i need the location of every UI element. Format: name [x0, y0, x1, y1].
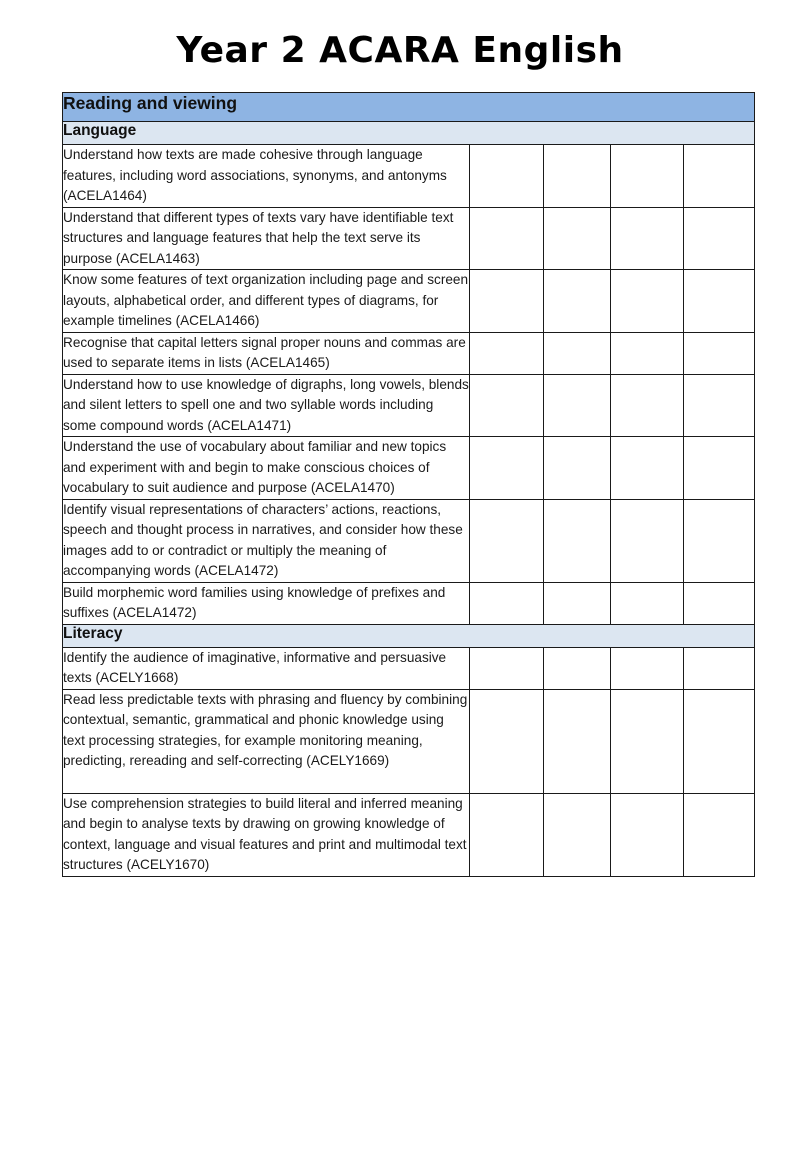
- checklist-table: [62, 92, 755, 877]
- outcome-row: [63, 145, 755, 208]
- assessment-cell-1[interactable]: [470, 437, 544, 500]
- assessment-cell-2[interactable]: [544, 374, 611, 437]
- outcome-description: Identify visual representations of characters’ actions, reactions, speech and thought process in narratives, and consider how these images add to or contradict or multiply the meaning of accompanying words (ACELA1472): [63, 499, 470, 582]
- assessment-cell-3[interactable]: [611, 270, 684, 333]
- outcome-description: Understand that different types of texts vary have identifiable text structures and language features that help the text serve its purpose (ACELA1463): [63, 207, 470, 270]
- outcome-row: [63, 793, 755, 876]
- group-heading: Language: [63, 122, 755, 145]
- assessment-cell-2[interactable]: [544, 270, 611, 333]
- assessment-cell-2[interactable]: [544, 499, 611, 582]
- outcome-row: [63, 207, 755, 270]
- outcome-row: [63, 647, 755, 689]
- outcome-row: [63, 332, 755, 374]
- assessment-cell-1[interactable]: [470, 582, 544, 624]
- assessment-cell-1[interactable]: [470, 332, 544, 374]
- assessment-cell-3[interactable]: [611, 145, 684, 208]
- outcome-row: [63, 374, 755, 437]
- assessment-cell-4[interactable]: [684, 207, 755, 270]
- assessment-cell-3[interactable]: [611, 374, 684, 437]
- assessment-cell-1[interactable]: [470, 270, 544, 333]
- outcome-row: [63, 499, 755, 582]
- assessment-cell-4[interactable]: [684, 437, 755, 500]
- outcome-description: Know some features of text organization including page and screen layouts, alphabetical order, and different types of diagrams, for example timelines (ACELA1466): [63, 270, 470, 333]
- section-header-row: [63, 93, 755, 122]
- outcome-description: Use comprehension strategies to build literal and inferred meaning and begin to analyse texts by drawing on growing knowledge of context, language and visual features and print and multimodal text structures (ACELY1670): [63, 793, 470, 876]
- outcome-description: Understand how texts are made cohesive through language features, including word associations, synonyms, and antonyms (ACELA1464): [63, 145, 470, 208]
- group-heading: Literacy: [63, 624, 755, 647]
- outcome-description: Build morphemic word families using knowledge of prefixes and suffixes (ACELA1472): [63, 582, 470, 624]
- outcome-description: Identify the audience of imaginative, informative and persuasive texts (ACELY1668): [63, 647, 470, 689]
- assessment-cell-2[interactable]: [544, 145, 611, 208]
- assessment-cell-4[interactable]: [684, 689, 755, 793]
- assessment-cell-2[interactable]: [544, 647, 611, 689]
- checklist-body: [63, 93, 755, 877]
- assessment-cell-3[interactable]: [611, 499, 684, 582]
- assessment-cell-3[interactable]: [611, 647, 684, 689]
- assessment-cell-4[interactable]: [684, 270, 755, 333]
- assessment-cell-4[interactable]: [684, 647, 755, 689]
- assessment-cell-4[interactable]: [684, 499, 755, 582]
- assessment-cell-1[interactable]: [470, 793, 544, 876]
- assessment-cell-3[interactable]: [611, 332, 684, 374]
- assessment-cell-1[interactable]: [470, 647, 544, 689]
- assessment-cell-3[interactable]: [611, 582, 684, 624]
- assessment-cell-3[interactable]: [611, 793, 684, 876]
- section-heading: Reading and viewing: [63, 93, 755, 122]
- assessment-cell-4[interactable]: [684, 793, 755, 876]
- outcome-description: Understand how to use knowledge of digraphs, long vowels, blends and silent letters to spell one and two syllable words including some compound words (ACELA1471): [63, 374, 470, 437]
- page-title: Year 2 ACARA English: [176, 30, 624, 71]
- assessment-cell-2[interactable]: [544, 689, 611, 793]
- assessment-cell-2[interactable]: [544, 332, 611, 374]
- outcome-row: [63, 689, 755, 793]
- assessment-cell-1[interactable]: [470, 374, 544, 437]
- outcome-description: Understand the use of vocabulary about familiar and new topics and experiment with and begin to make conscious choices of vocabulary to suit audience and purpose (ACELA1470): [63, 437, 470, 500]
- outcome-description: Read less predictable texts with phrasing and fluency by combining contextual, semantic, grammatical and phonic knowledge using text processing strategies, for example monitoring meaning, predicting, rereading and self-correcting (ACELY1669): [63, 689, 470, 793]
- assessment-cell-3[interactable]: [611, 437, 684, 500]
- assessment-cell-4[interactable]: [684, 332, 755, 374]
- assessment-cell-3[interactable]: [611, 689, 684, 793]
- outcome-row: [63, 582, 755, 624]
- assessment-cell-2[interactable]: [544, 582, 611, 624]
- assessment-cell-1[interactable]: [470, 499, 544, 582]
- outcome-row: [63, 437, 755, 500]
- assessment-cell-1[interactable]: [470, 207, 544, 270]
- outcome-description: Recognise that capital letters signal proper nouns and commas are used to separate items in lists (ACELA1465): [63, 332, 470, 374]
- assessment-cell-4[interactable]: [684, 374, 755, 437]
- outcome-row: [63, 270, 755, 333]
- assessment-cell-2[interactable]: [544, 437, 611, 500]
- assessment-cell-2[interactable]: [544, 207, 611, 270]
- assessment-cell-4[interactable]: [684, 145, 755, 208]
- group-header-row: [63, 624, 755, 647]
- assessment-cell-3[interactable]: [611, 207, 684, 270]
- assessment-cell-1[interactable]: [470, 145, 544, 208]
- group-header-row: [63, 122, 755, 145]
- assessment-cell-4[interactable]: [684, 582, 755, 624]
- assessment-cell-2[interactable]: [544, 793, 611, 876]
- assessment-cell-1[interactable]: [470, 689, 544, 793]
